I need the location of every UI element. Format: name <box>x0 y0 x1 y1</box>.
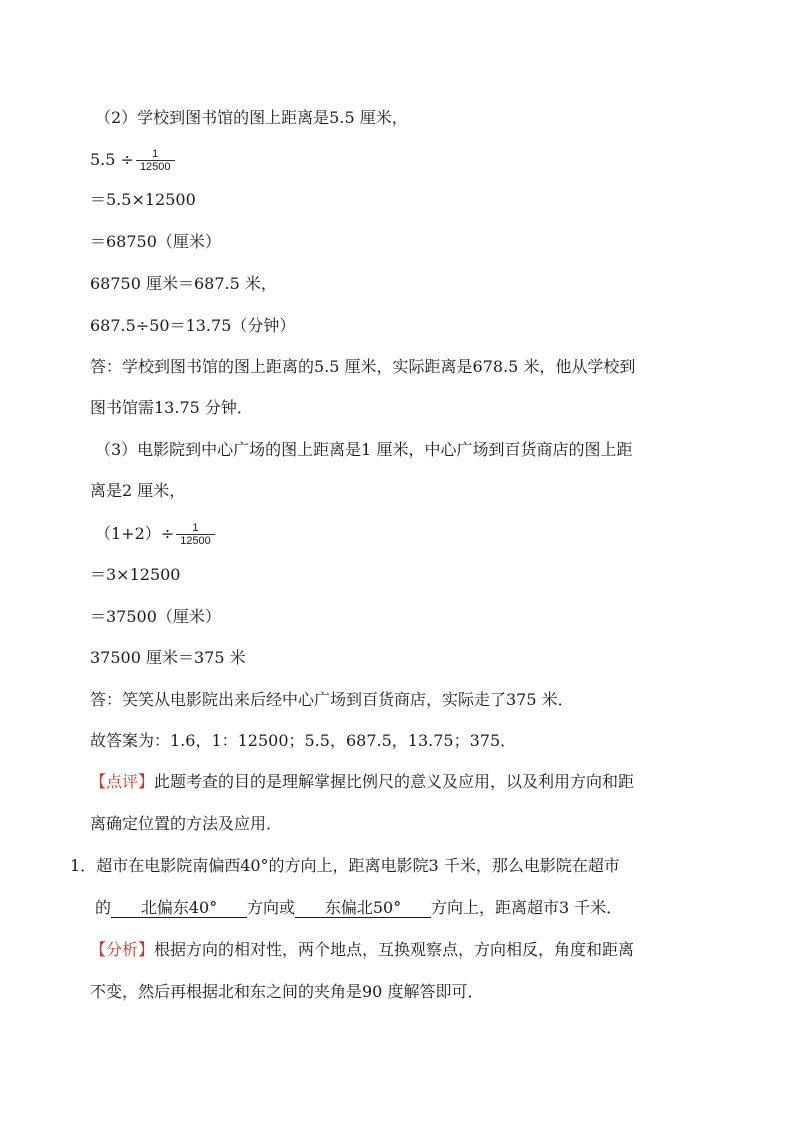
calc-step: ＝37500（厘米） <box>90 607 221 626</box>
answer-blank-2: 东偏北50° <box>295 899 431 918</box>
question-line-blanks <box>95 898 622 918</box>
fraction-numerator: 1 <box>176 522 215 535</box>
fraction-1-over-12500 <box>136 148 175 173</box>
analysis-tag: 【分析】 <box>90 940 155 959</box>
comment-line-cont: 离确定位置的方法及应用． <box>90 814 283 833</box>
analysis-line <box>90 940 634 960</box>
final-answer: 故答案为：1.6，1：12500；5.5，687.5，13.75；375． <box>90 731 517 750</box>
calc-step: 687.5÷50＝13.75（分钟） <box>90 316 296 335</box>
fraction-1-over-12500 <box>176 522 215 547</box>
part3-heading-cont: 离是2 厘米， <box>90 481 186 500</box>
comment-line <box>90 772 634 792</box>
question-line <box>70 856 620 876</box>
answer-line: 答：学校到图书馆的图上距离的5.5 厘米，实际距离是678.5 米，他从学校到 <box>90 357 636 376</box>
division-prefix: （1+2）÷ <box>95 524 175 543</box>
fraction-numerator: 1 <box>136 148 175 161</box>
question-text: 方向或 <box>247 898 296 917</box>
part2-heading: （2）学校到图书馆的图上距离是5.5 厘米， <box>95 108 408 127</box>
question-text: 的 <box>95 898 112 917</box>
analysis-line-cont: 不变，然后再根据北和东之间的夹角是90 度解答即可． <box>90 982 484 1001</box>
comment-text: 此题考查的目的是理解掌握比例尺的意义及应用，以及利用方向和距 <box>154 772 635 791</box>
answer-blank-1: 北偏东40° <box>111 899 247 918</box>
division-expression-2 <box>95 522 215 547</box>
division-prefix: 5.5 ÷ <box>90 150 134 169</box>
part3-heading: （3）电影院到中心广场的图上距离是1 厘米，中心广场到百货商店的图上距 <box>95 440 633 459</box>
calc-step: 37500 厘米＝375 米 <box>90 648 246 667</box>
question-text: 方向上，距离超市3 千米． <box>431 898 623 917</box>
fraction-denominator: 12500 <box>139 161 171 173</box>
division-expression-1 <box>90 148 175 173</box>
fraction-denominator: 12500 <box>180 535 211 547</box>
calc-step: ＝3×12500 <box>90 565 181 584</box>
answer-line: 图书馆需13.75 分钟． <box>90 398 253 417</box>
calc-step: ＝5.5×12500 <box>90 190 196 209</box>
answer-line: 答：笑笑从电影院出来后经中心广场到百货商店，实际走了375 米． <box>90 690 574 709</box>
analysis-text: 根据方向的相对性，两个地点，互换观察点，方向相反，角度和距离 <box>154 940 635 959</box>
calc-step: ＝68750（厘米） <box>90 232 221 251</box>
question-number: 1． <box>70 856 97 875</box>
comment-tag: 【点评】 <box>90 772 155 791</box>
calc-step: 68750 厘米＝687.5 米， <box>90 274 277 293</box>
question-text: 超市在电影院南偏西40°的方向上，距离电影院3 千米，那么电影院在超市 <box>96 856 620 875</box>
